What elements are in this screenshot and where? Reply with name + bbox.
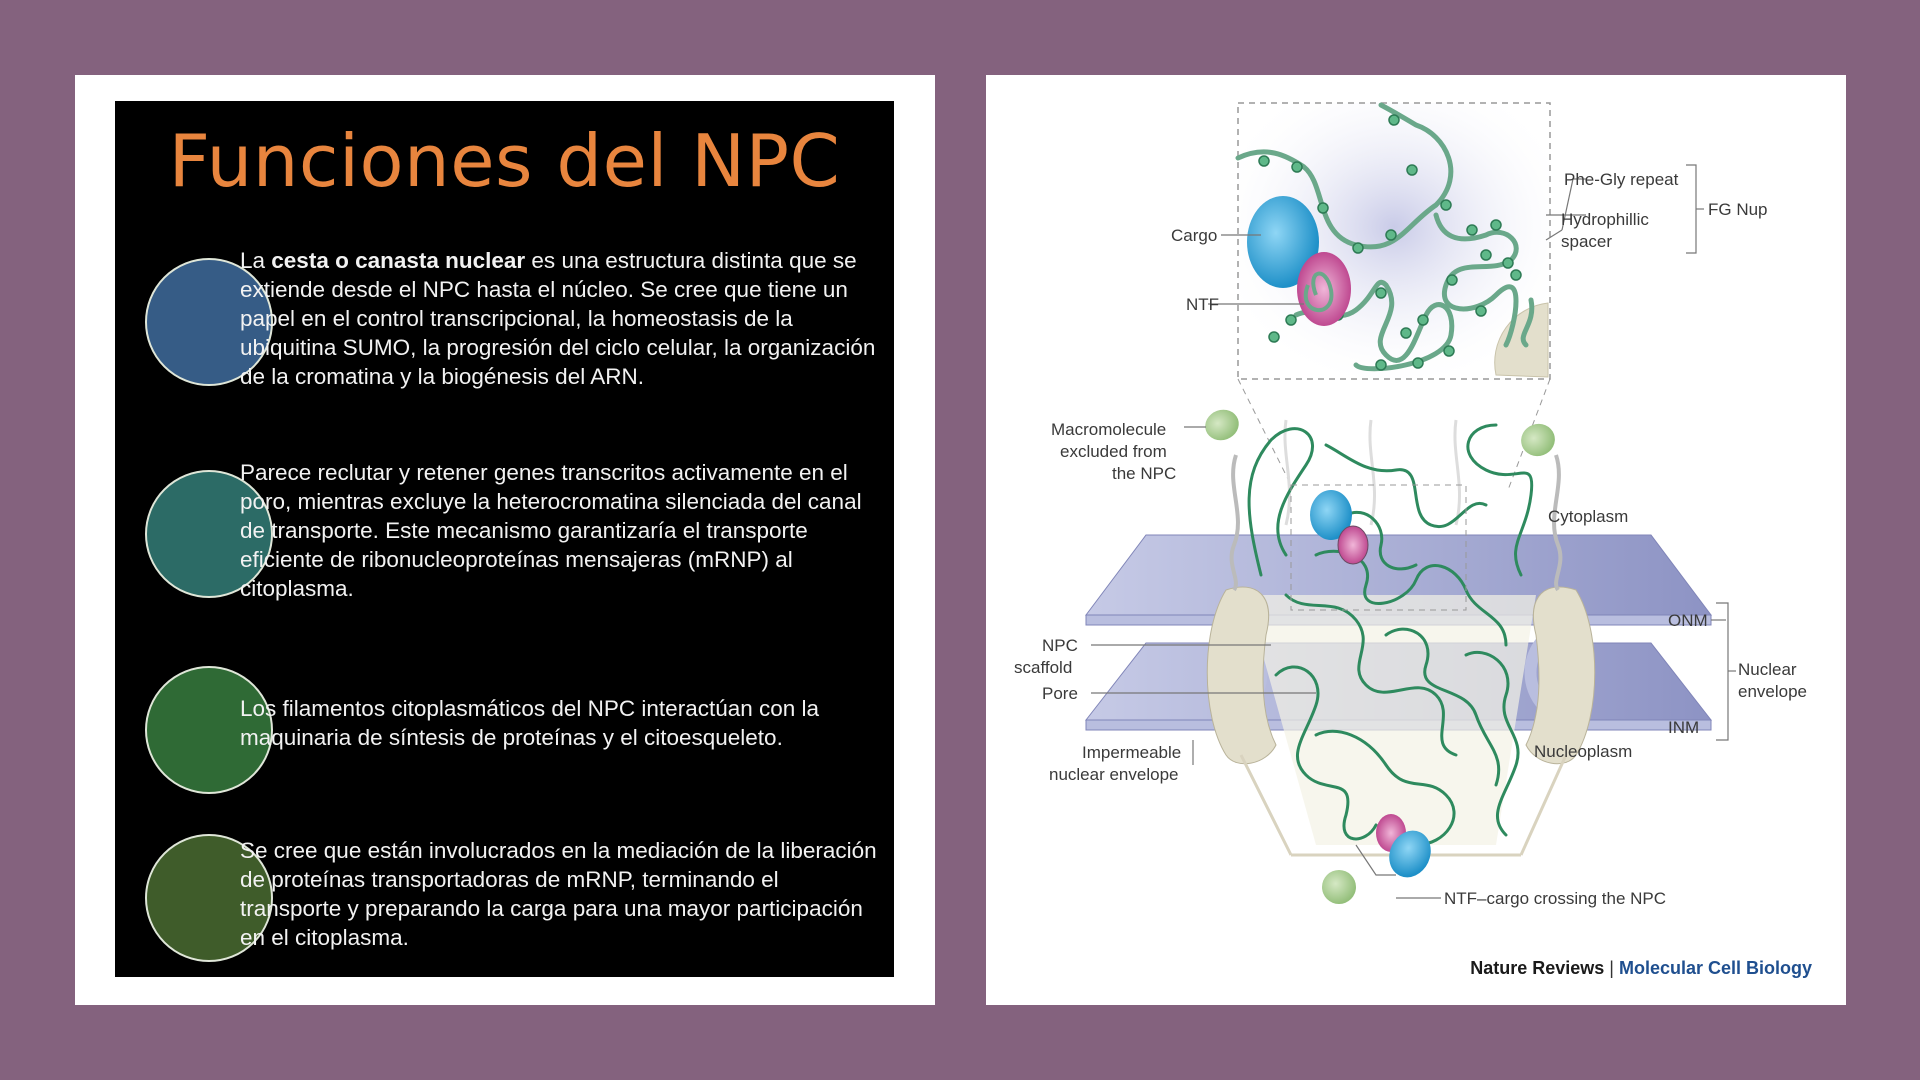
label-cytoplasm: Cytoplasm — [1548, 507, 1629, 526]
figure-credit — [1470, 958, 1812, 979]
left-panel — [75, 75, 935, 1005]
slide — [115, 101, 894, 977]
fg-nup-inset — [1238, 103, 1550, 379]
label-fg-nup: FG Nup — [1708, 200, 1768, 219]
bullet-text: Parece reclutar y retener genes transcritos activamente en el poro, mientras excluye la heterocromatina silenciada del canal de transporte. Este mecanismo garantizaría el transporte eficiente de ribonucleoproteínas mensajeras (mRNP) al citoplasma. — [240, 460, 862, 601]
label-nucleoplasm: Nucleoplasm — [1534, 742, 1633, 761]
label-cargo: Cargo — [1171, 226, 1218, 245]
label-impermeable: Impermeable — [1082, 743, 1182, 762]
label-inm: INM — [1668, 718, 1700, 737]
slide-title: Funciones del NPC — [168, 119, 841, 203]
bullet-text: Los filamentos citoplasmáticos del NPC interactúan con la maquinaria de síntesis de proteínas y el citoesqueleto. — [240, 696, 820, 750]
credit-separator: | — [1604, 958, 1619, 978]
label-phe-gly: Phe-Gly repeat — [1564, 170, 1679, 189]
label-npc: NPC — [1042, 636, 1078, 655]
macromolecule-excluded — [1201, 405, 1243, 445]
label-ntf: NTF — [1186, 295, 1220, 314]
bullet-gene-recruitment — [145, 458, 885, 603]
label-nuclear-envelope: nuclear envelope — [1049, 765, 1179, 784]
label-excluded-from: excluded from — [1060, 442, 1167, 461]
label-hydrophillic: Hydrophillic — [1561, 210, 1649, 229]
npc-diagram — [986, 75, 1846, 1005]
label-envelope: envelope — [1738, 682, 1808, 701]
label-spacer: spacer — [1561, 232, 1613, 251]
bullet-mrnp-release — [145, 836, 885, 952]
label-onm: ONM — [1668, 611, 1708, 630]
label-ntf-cargo: NTF–cargo crossing the NPC — [1444, 889, 1667, 908]
credit-journal: Nature Reviews — [1470, 958, 1605, 978]
label-nuclear: Nuclear — [1738, 660, 1797, 679]
label-the-npc: the NPC — [1112, 464, 1177, 483]
label-pore: Pore — [1042, 684, 1078, 703]
bullet-nuclear-basket — [145, 246, 885, 391]
bullet-text: Se cree que están involucrados en la mediación de la liberación de proteínas transportadoras de mRNP, terminando el transporte y preparando la carga para una mayor participación en el citoplasma. — [240, 838, 877, 950]
bullet-cytoplasmic-filaments — [145, 694, 885, 752]
label-macromolecule: Macromolecule — [1051, 420, 1167, 439]
credit-subtitle: Molecular Cell Biology — [1618, 958, 1812, 978]
right-panel — [986, 75, 1846, 1005]
label-scaffold: scaffold — [1014, 658, 1073, 677]
bullet-text: La cesta o canasta nuclear es una estructura distinta que se extiende desde el NPC hasta el núcleo. Se cree que tiene un papel en el control transcripcional, la homeostasis de la ubiquitina SUMO, la progresión del ciclo celular, la organización de la cromatina y la biogénesis del ARN. — [240, 248, 876, 389]
